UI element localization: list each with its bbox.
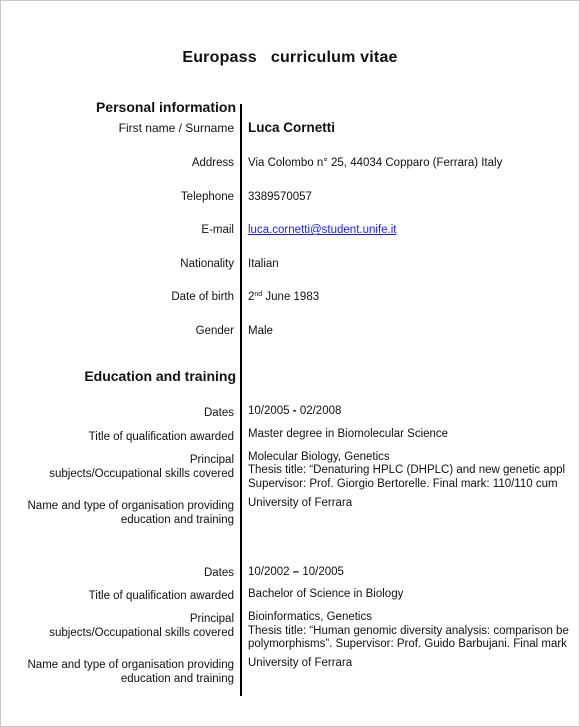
name-value: Luca Cornetti <box>248 120 336 135</box>
dates-sep-1: - <box>289 405 300 417</box>
nationality-label: Nationality <box>180 258 234 270</box>
organisation-label-2a: Name and type of organisation providing <box>27 659 234 671</box>
dates-sep-2: – <box>289 566 303 578</box>
personal-information-heading: Personal information <box>95 99 236 115</box>
dates-start-1: 10/2005 <box>248 405 290 417</box>
dob-day: 2 <box>248 291 255 303</box>
subjects-line1-1: Molecular Biology, Genetics <box>248 451 390 463</box>
qualification-label-1: Title of qualification awarded <box>88 431 234 443</box>
dob-rest: June 1983 <box>262 291 320 303</box>
email-label: E-mail <box>201 224 234 236</box>
principal-label-1a: Principal <box>189 454 234 466</box>
organisation-label-1a: Name and type of organisation providing <box>27 500 234 512</box>
dates-value-1 <box>248 404 341 418</box>
date-of-birth-label: Date of birth <box>171 291 234 303</box>
subjects-line2-2: Thesis title: “Human genomic diversity analysis: comparison be <box>248 625 569 637</box>
qualification-value-2: Bachelor of Science in Biology <box>248 588 404 600</box>
organisation-label-2b: education and training <box>120 673 234 685</box>
address-value: Via Colombo n° 25, 44034 Copparo (Ferrara) Italy <box>248 157 503 169</box>
title-europass: Europass <box>182 49 257 66</box>
principal-label-2b: subjects/Occupational skills covered <box>49 627 234 639</box>
dates-end-2: 10/2005 <box>302 566 344 578</box>
organisation-value-2: University of Ferrara <box>248 657 353 669</box>
subjects-line3-1: Supervisor: Prof. Giorgio Bertorelle. Final mark: 110/110 cum <box>248 478 558 490</box>
address-label: Address <box>191 157 234 169</box>
organisation-value-1: University of Ferrara <box>248 497 353 509</box>
subjects-line3-2: polymorphisms”. Supervisor: Prof. Guido Barbujani. Final mark <box>248 638 567 650</box>
education-training-heading: Education and training <box>84 368 236 384</box>
dates-value-2 <box>248 565 344 579</box>
dates-label-1: Dates <box>203 407 234 419</box>
date-of-birth-value <box>248 290 319 304</box>
name-label: First name / Surname <box>118 121 234 135</box>
subjects-line2-1: Thesis title: “Denaturing HPLC (DHPLC) and new genetic appl <box>248 464 566 476</box>
dates-start-2: 10/2002 <box>248 566 290 578</box>
document-title <box>0 49 580 67</box>
qualification-label-2: Title of qualification awarded <box>88 590 234 602</box>
dates-end-1: 02/2008 <box>299 405 342 417</box>
gender-value: Male <box>248 325 273 337</box>
dob-suffix: nd <box>254 291 263 298</box>
principal-label-1b: subjects/Occupational skills covered <box>49 468 234 480</box>
organisation-label-1b: education and training <box>120 514 234 526</box>
nationality-value: Italian <box>248 258 279 270</box>
subjects-line1-2: Bioinformatics, Genetics <box>248 611 372 623</box>
title-curriculum-vitae: curriculum vitae <box>270 49 398 66</box>
email-link[interactable]: luca.cornetti@student.unife.it <box>248 224 397 236</box>
telephone-value: 3389570057 <box>248 191 312 203</box>
telephone-label: Telephone <box>180 191 234 203</box>
qualification-value-1: Master degree in Biomolecular Science <box>248 428 449 440</box>
principal-label-2a: Principal <box>189 613 234 625</box>
gender-label: Gender <box>195 325 234 337</box>
dates-label-2: Dates <box>203 567 234 579</box>
vertical-divider <box>240 104 242 696</box>
